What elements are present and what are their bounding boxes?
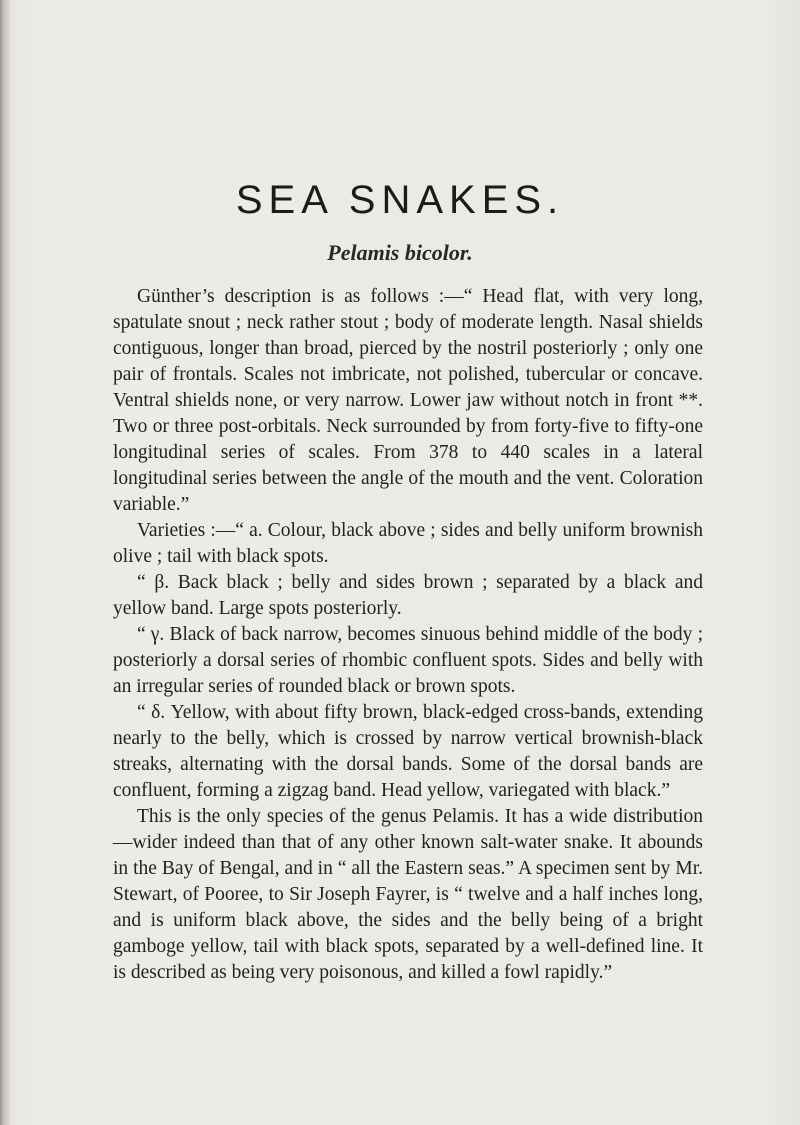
body-text: [113, 284, 703, 986]
paragraph-variety-gamma: “ γ. Black of back narrow, becomes sinuous behind middle of the body ; posteriorly a dorsal series of rhombic confluent spots. Sides and belly with an irregular series of rounded black or brown spots.: [113, 624, 703, 697]
paragraph-description: Günther’s description is as follows :—“ Head flat, with very long, spatulate snout ; neck rather stout ; body of moderate length. Nasal shields contiguous, longer than broad, pierced by the nostril posteriorly ; only one pair of frontals. Scales not imbricate, not polished, tubercular or concave. Ventral shields none, or very narrow. Lower jaw without notch in front **. Two or three post-orbitals. Neck surrounded by from forty-five to fifty-one longitudinal series of scales. From 378 to 440 scales in a lateral longitudinal series between the angle of the mouth and the vent. Coloration variable.”: [113, 286, 703, 515]
paragraph-variety-alpha: Varieties :—“ a. Colour, black above ; sides and belly uniform brownish olive ; tail with black spots.: [113, 520, 703, 567]
species-subtitle: Pelamis bicolor.: [327, 240, 473, 265]
paragraph-variety-delta: “ δ. Yellow, with about fifty brown, black-edged cross-bands, extending nearly to the belly, which is crossed by narrow vertical brownish-black streaks, alternating with the dorsal bands. Some of the dorsal bands are confluent, forming a zigzag band. Head yellow, variegated with black.”: [113, 702, 703, 801]
page-binding-edge: [0, 0, 10, 1125]
page-title: SEA SNAKES.: [235, 178, 565, 222]
paragraph-distribution: This is the only species of the genus Pelamis. It has a wide distribution—wider indeed than that of any other known salt-water snake. It abounds in the Bay of Bengal, and in “ all the Eastern seas.” A specimen sent by Mr. Stewart, of Pooree, to Sir Joseph Fayrer, is “ twelve and a half inches long, and is uniform black above, the sides and the belly being of a bright gamboge yellow, tail with black spots, separated by a well-defined line. It is described as being very poisonous, and killed a fowl rapidly.”: [113, 806, 703, 983]
paragraph-variety-beta: “ β. Back black ; belly and sides brown ; separated by a black and yellow band. Large spots posteriorly.: [113, 572, 703, 619]
